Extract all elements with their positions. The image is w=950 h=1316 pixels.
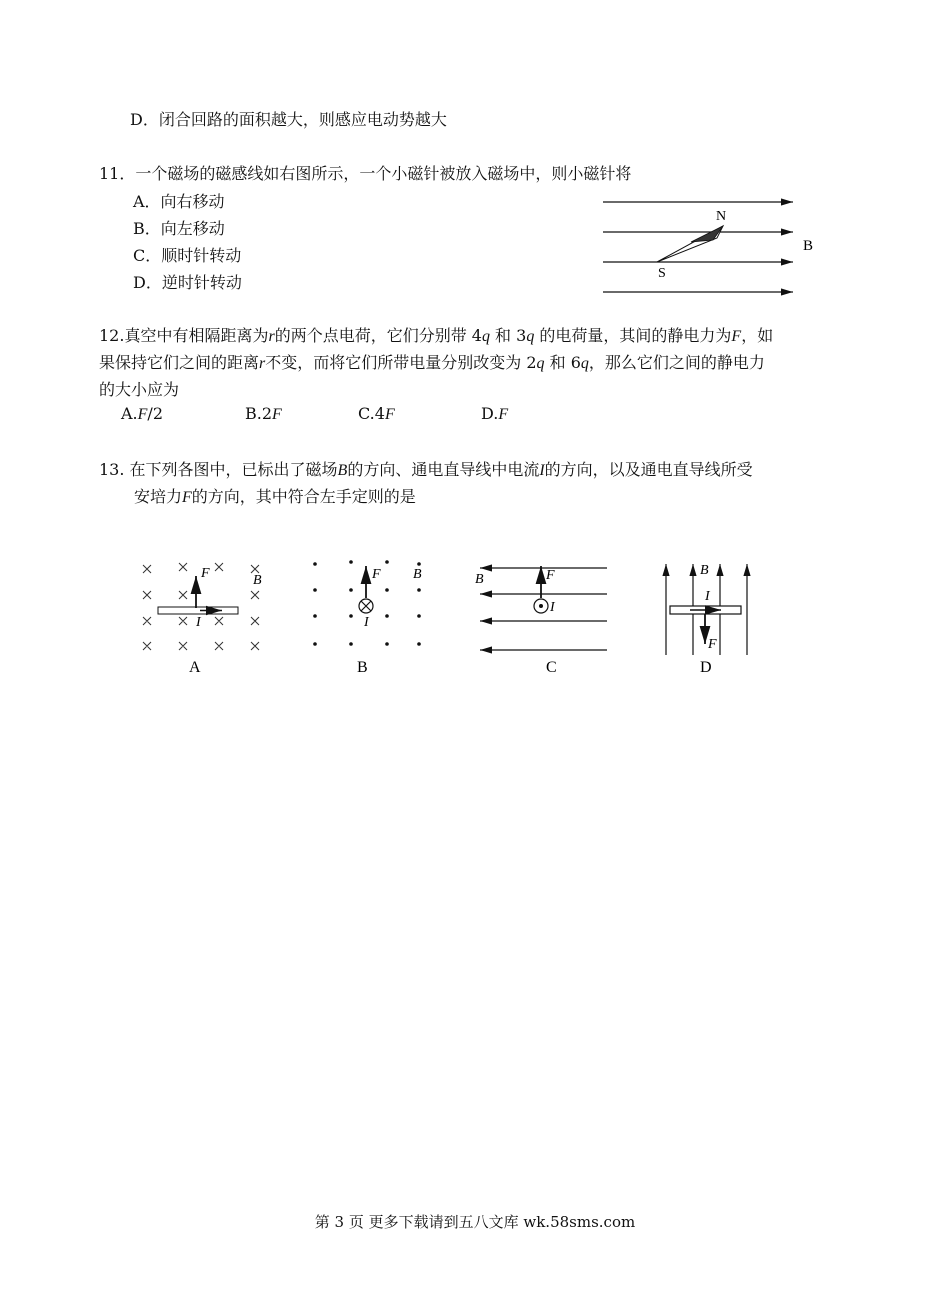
figure-a-caption: A bbox=[189, 659, 201, 676]
figure-d-label-b: B bbox=[700, 563, 709, 578]
figure-c-label-i: I bbox=[550, 600, 555, 615]
figure-c-caption: C bbox=[546, 659, 557, 676]
q13-line-2: 安培力F的方向，其中符合左手定则的是 bbox=[134, 487, 416, 506]
q12-option-c: C.4F bbox=[358, 404, 395, 423]
figure-b-caption: B bbox=[357, 659, 368, 676]
figure-b-label-b: B bbox=[413, 567, 422, 582]
q12-option-d: D.F bbox=[481, 404, 509, 423]
q11-stem: 11．一个磁场的磁感线如右图所示，一个小磁针被放入磁场中，则小磁针将 bbox=[99, 164, 632, 183]
current-out-of-page-icon bbox=[534, 599, 548, 613]
q12-line-2: 果保持它们之间的距离r不变，而将它们所带电量分别改变为 2q 和 6q，那么它们之间的静电力 bbox=[99, 353, 765, 372]
q12-option-a: A.F/2 bbox=[121, 404, 163, 423]
q11-magnetic-field-figure bbox=[595, 190, 825, 302]
figure-b-label-i: I bbox=[364, 615, 369, 630]
q13-figures bbox=[130, 552, 790, 682]
q11-option-b: B．向左移动 bbox=[133, 219, 225, 238]
page-footer: 第 3 页 更多下载请到五八文库 wk.58sms.com bbox=[314, 1213, 636, 1231]
figure-c-label-b: B bbox=[475, 572, 484, 587]
figure-a-label-i: I bbox=[196, 615, 201, 630]
figure-c bbox=[480, 566, 607, 650]
q12-line-1: 12.真空中有相隔距离为r的两个点电荷，它们分别带 4q 和 3q 的电荷量，其间的静电力为F，如 bbox=[99, 326, 774, 345]
q13-line-1: 13. 在下列各图中，已标出了磁场B的方向、通电直导线中电流I的方向，以及通电直导线所受 bbox=[99, 460, 753, 479]
q10-option-d: D．闭合回路的面积越大，则感应电动势越大 bbox=[130, 110, 447, 129]
needle-label-n: N bbox=[716, 209, 727, 224]
figure-a-label-f: F bbox=[201, 566, 210, 581]
q11-option-d: D．逆时针转动 bbox=[133, 273, 242, 292]
q12-option-b: B.2F bbox=[245, 404, 282, 423]
figure-d-label-f: F bbox=[708, 637, 717, 652]
figure-a-label-b: B bbox=[253, 573, 262, 588]
figure-d-caption: D bbox=[700, 659, 712, 676]
current-into-page-icon bbox=[359, 599, 373, 613]
conductor-wire bbox=[158, 607, 238, 614]
needle-label-s: S bbox=[658, 266, 666, 281]
q11-option-a: A．向右移动 bbox=[133, 192, 225, 211]
field-label-b: B bbox=[803, 238, 814, 254]
figure-c-label-f: F bbox=[546, 568, 555, 583]
figure-b bbox=[313, 560, 421, 646]
field-dot-marks bbox=[313, 560, 421, 646]
figure-b-label-f: F bbox=[372, 567, 381, 582]
q11-option-c: C．顺时针转动 bbox=[133, 246, 242, 265]
figure-d-label-i: I bbox=[705, 589, 710, 604]
compass-needle-icon bbox=[657, 226, 723, 262]
q12-line-3: 的大小应为 bbox=[99, 380, 180, 399]
